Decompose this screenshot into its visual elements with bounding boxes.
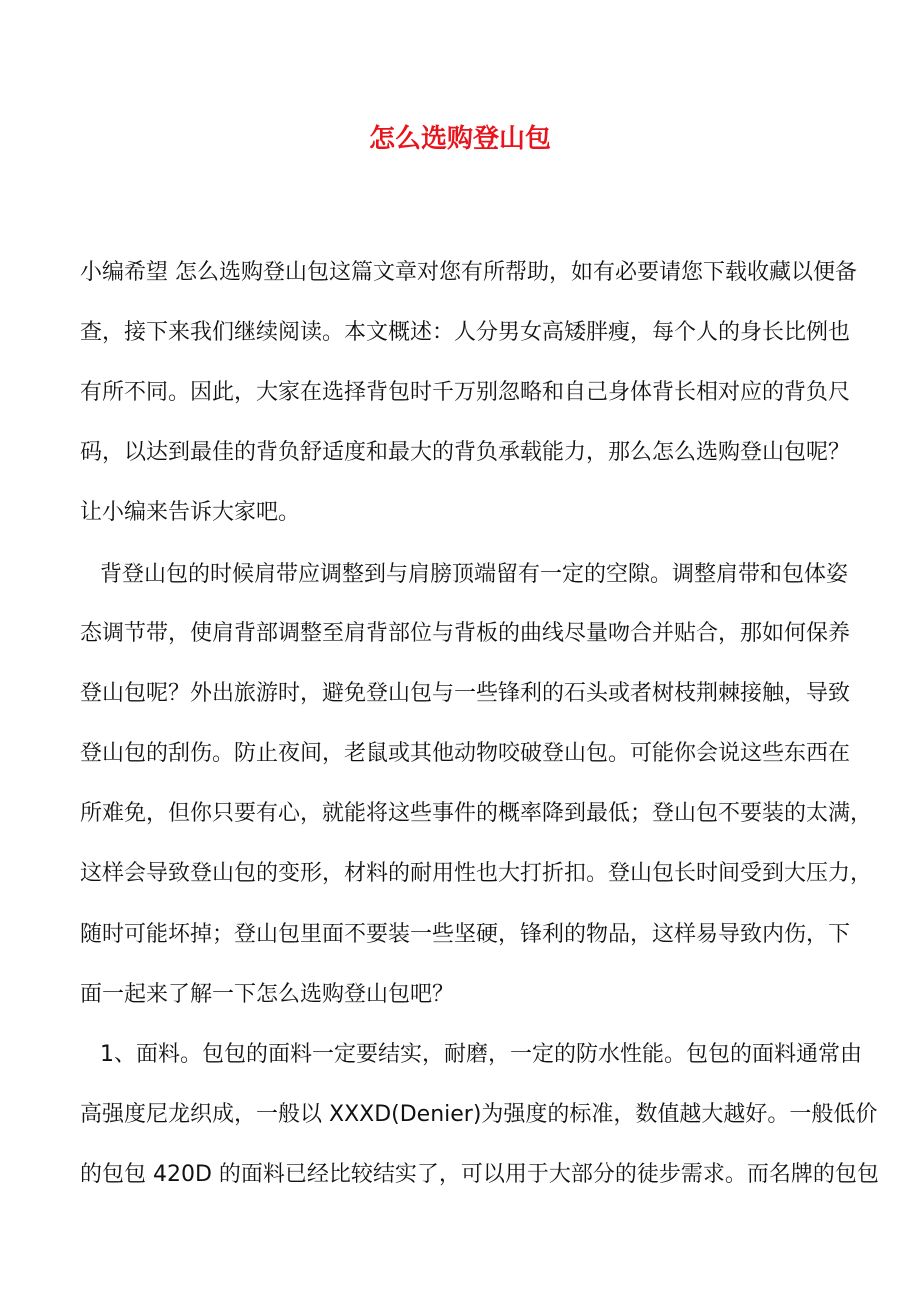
text-line: 面一起来了解一下怎么选购登山包吧？ — [80, 982, 455, 1007]
text-line: 码，以达到最佳的背负舒适度和最大的背负承载能力，那么怎么选购登山包呢？ — [80, 440, 851, 465]
text-line: 让小编来告诉大家吧。 — [80, 500, 301, 525]
text-line: 高强度尼龙织成，一般以 XXXD(Denier)为强度的标准，数值越大越好。一般低价 — [80, 1102, 878, 1127]
text-line: 这样会导致登山包的变形，材料的耐用性也大打折扣。登山包长时间受到大压力， — [80, 861, 873, 886]
text-line: 登山包呢？外出旅游时，避免登山包与一些锋利的石头或者树枝荆棘接触，导致 — [80, 681, 851, 706]
text-line: 有所不同。因此，大家在选择背包时千万别忽略和自己身体背长相对应的背负尺 — [80, 380, 851, 405]
text-line: 背登山包的时候肩带应调整到与肩膀顶端留有一定的空隙。调整肩带和包体姿 — [100, 562, 849, 587]
text-line: 1、面料。包包的面料一定要结实，耐磨，一定的防水性能。包包的面料通常由 — [100, 1042, 862, 1067]
document-title: 怎么选购登山包 — [368, 124, 551, 154]
text-line: 态调节带，使肩背部调整至肩背部位与背板的曲线尽量吻合并贴合，那如何保养 — [80, 621, 851, 646]
text-line: 登山包的刮伤。防止夜间，老鼠或其他动物咬破登山包。可能你会说这些东西在 — [80, 741, 851, 766]
text-line: 小编希望 怎么选购登山包这篇文章对您有所帮助，如有必要请您下载收藏以便备 — [80, 260, 857, 285]
text-line: 所难免，但你只要有心，就能将这些事件的概率降到最低；登山包不要装的太满， — [80, 801, 873, 826]
text-line: 的包包 420D 的面料已经比较结实了，可以用于大部分的徒步需求。而名牌的包包 — [80, 1162, 879, 1187]
text-line: 随时可能坏掉；登山包里面不要装一些坚硬，锋利的物品，这样易导致内伤，下 — [80, 922, 851, 947]
text-line: 查，接下来我们继续阅读。本文概述：人分男女高矮胖瘦，每个人的身长比例也 — [80, 320, 851, 345]
